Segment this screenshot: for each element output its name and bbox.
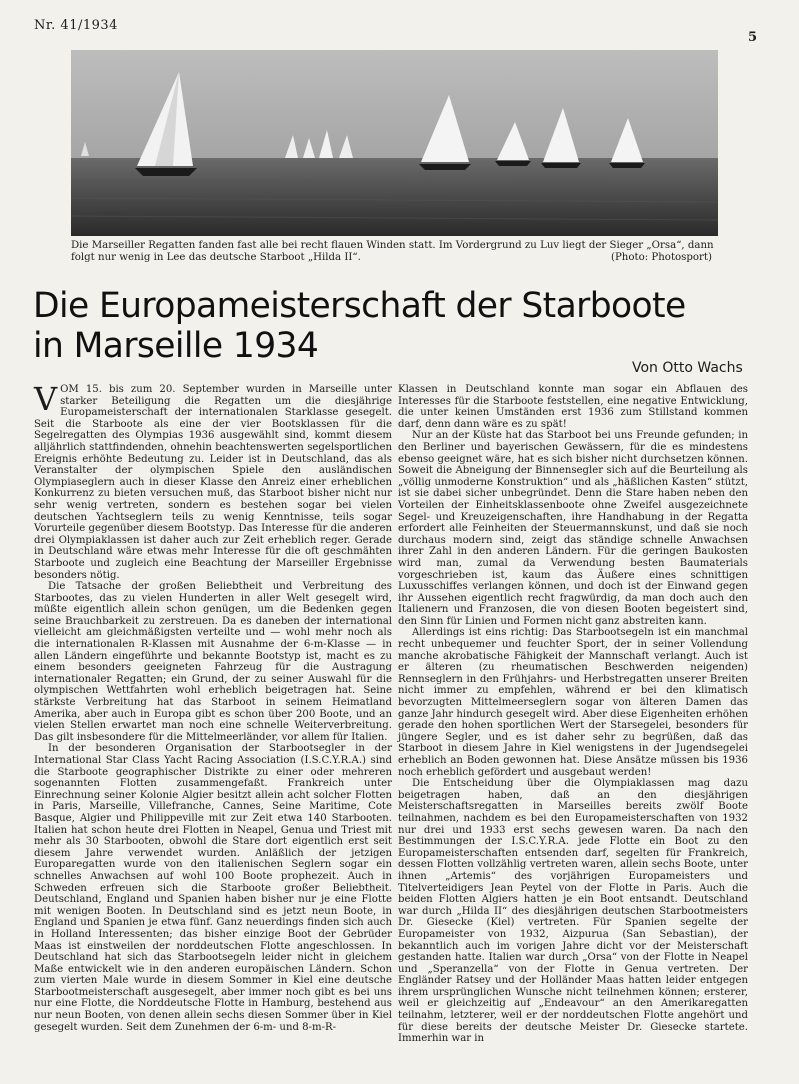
paragraph: Die Tatsache der großen Beliebtheit und Verbreitung des Starbootes, das zu vielen Hunderten in aller Welt gesegelt wird, müßte eigentlich allein schon genügen, um die Bedenken gegen seine Brauchbarkeit zu zerstreuen. Da es daneben der international vielleicht am gleichmäßigsten verteilte und — wohl mehr noch als die internationalen R-Klassen mit Ausnahme der 6-m-Klasse — in allen Ländern eingeführte und bekannte Bootstyp ist, macht es zu einem besonders geeigneten Fahrzeug für die Austragung internationaler Regatten; ein Grund, der zu seiner Auswahl für die olympischen Wettfahrten wohl erheblich beigetragen hat. Seine stärkste Verbreitung hat das Starboot in seinem Heimatland Amerika, aber auch in Europa gibt es schon über 200 Boote, und an vielen Stellen erwartet man noch eine schnelle Weiterverbreitung. Das gilt insbesondere für die Mittelmeerländer, vor allem für Italien. bbox=[34, 581, 392, 743]
page-number: 5 bbox=[748, 30, 758, 45]
paragraph: Allerdings ist eins richtig: Das Starbootsegeln ist ein manchmal recht unbequemer und feuchter Sport, der in seiner Vollendung manche akrobatische Fähigkeit der Mannschaft verlangt. Auch ist er älteren (zu rheumatischen Beschwerden neigenden) Rennseglern in den Frühjahrs- und Herbstregatten unserer Breiten nicht immer zu empfehlen, während er bei den klimatisch bevorzugten Mittelmeerseglern sogar von älteren Damen das ganze Jahr hindurch gesegelt wird. Aber diese Eigenheiten erhöhen gerade den hohen sportlichen Wert der Starsegelei, besonders für jüngere Segler, und es ist daher sehr zu begrüßen, daß das Starboot in diesem Jahre in Kiel wenigstens in der Jugendsegelei erheblich an Boden gewonnen hat. Diese Ansätze müssen bis 1936 noch erheblich gefördert und ausgebaut werden! bbox=[398, 627, 748, 778]
article-column-left bbox=[34, 380, 392, 1033]
regatta-photo bbox=[71, 50, 718, 236]
issue-number: Nr. 41/1934 bbox=[34, 18, 118, 33]
article-column-right bbox=[398, 384, 748, 1045]
article-title bbox=[33, 286, 686, 366]
paragraph: In der besonderen Organisation der Starbootsegler in der International Star Class Yacht Racing Association (I.S.C.Y.R.A.) sind die Starboote geographischer Distrikte zu einer oder mehreren sogenannten Flotten zusammengefaßt. Frankreich unter Einrechnung seiner Kolonie Algier besitzt allein acht solcher Flotten in Paris, Marseille, Villefranche, Cannes, Seine Maritime, Cote Basque, Algier und Philippeville mit zur Zeit etwa 140 Starbooten. Italien hat schon heute drei Flotten in Neapel, Genua und Triest mit mehr als 30 Starbooten, obwohl die Stare dort eigentlich erst seit diesem Jahre verwendet wurden. Anläßlich der jetzigen Europaregatten wurde von den italienischen Seglern sogar ein schnelles Anwachsen auf wohl 100 Boote prophezeit. Auch in Schweden erfreuen sich die Starboote großer Beliebtheit. Deutschland, England und Spanien haben bisher nur je eine Flotte mit wenigen Booten. In Deutschland sind es jetzt neun Boote, in England und Spanien je etwa fünf. Ganz neuerdings finden sich auch in Holland Interessenten; das bisher einzige Boot der Gebrüder Maas ist einstweilen der norddeutschen Flotte angeschlossen. In Deutschland hat sich das Starbootsegeln leider nicht in gleichem Maße entwickelt wie in den anderen europäischen Ländern. Schon zum vierten Male wurde in diesem Sommer in Kiel eine deutsche Starbootmeisterschaft ausgesegelt, aber immer noch gibt es bei uns nur eine Flotte, die Norddeutsche Flotte in Hamburg, bestehend aus nur neun Booten, von denen allein sechs diesen Sommer über in Kiel gesegelt wurden. Seit dem Zunehmen der 6-m- und 8-m-R- bbox=[34, 743, 392, 1033]
drop-cap: V bbox=[34, 380, 58, 418]
photo-caption bbox=[71, 240, 718, 264]
paragraph: Nur an der Küste hat das Starboot bei uns Freunde gefunden; in den Berliner und bayerischen Gewässern, für die es mindestens ebenso geeignet wäre, hat es sich bisher nicht durchsetzen können. Soweit die Abneigung der Binnensegler sich auf die Beurteilung als „völlig unmoderne Konstruktion“ und als „häßlichen Kasten“ stützt, ist sie dabei sicher unbegründet. Denn die Stare haben neben den Vorteilen der Einheitsklassenboote ohne Zweifel ausgezeichnete Segel- und Kreuzeigenschaften, ihre Handhabung in der Regatta erfordert alle Feinheiten der Steuermannskunst, und daß sie noch durchaus modern sind, zeigt das ständige schnelle Anwachsen ihrer Zahl in den anderen Ländern. Für die geringen Baukosten wird man, zumal da Verwendung besten Baumaterials vorgeschrieben ist, kaum das Äußere eines schnittigen Luxusschiffes verlangen können, und doch ist der Einwand gegen ihr Aussehen eigentlich recht fragwürdig, da man doch auch den Italienern und Franzosen, die von diesen Booten begeistert sind, den Sinn für Linien und Formen nicht ganz abstreiten kann. bbox=[398, 430, 748, 627]
paragraph: Die Entscheidung über die Olympiaklassen mag dazu beigetragen haben, daß an den diesjährigen Meisterschaftsregatten in Marseilles bereits zwölf Boote teilnahmen, nachdem es bei den Europameisterschaften von 1932 nur drei und 1933 erst sechs gewesen waren. Da nach den Bestimmungen der I.S.C.Y.R.A. jede Flotte ein Boot zu den Europameisterschaften entsenden darf, segelten für Frankreich, dessen Flotten vollzählig vertreten waren, allein sechs Boote, unter ihnen „Artemis“ des vorjährigen Europameisters und Titelverteidigers Jean Peytel von der Flotte in Paris. Auch die beiden Flotten Algiers hatten je ein Boot entsandt. Deutschland war durch „Hilda II“ des diesjährigen deutschen Starbootmeisters Dr. Giesecke (Kiel) vertreten. Für Spanien segelte der Europameister von 1932, Aizpurua (San Sebastian), der bekanntlich auch im vorigen Jahre dicht vor der Meisterschaft gestanden hatte. Italien war durch „Orsa“ von der Flotte in Neapel und „Speranzella“ von der Flotte in Genua vertreten. Der Engländer Ratsey und der Holländer Maas hatten leider entgegen ihrem ursprünglichen Wunsche nicht teilnehmen können; ersterer, weil er gleichzeitig auf „Endeavour“ an den Amerikaregatten teilnahm, letzterer, weil er der norddeutschen Flotte angehört und für diese bereits der deutsche Meister Dr. Giesecke startete. Immerhin war in bbox=[398, 778, 748, 1045]
byline: Von Otto Wachs bbox=[632, 360, 743, 376]
paragraph: VOM 15. bis zum 20. September wurden in Marseille unter starker Beteiligung die Regatten um die diesjährige Europameisterschaft der internationalen Starklasse gesegelt. Seit die Starboote als eine der vier Bootsklassen für die Segelregatten des Olympias 1936 ausgewählt sind, kommt diesem alljährlich stattfindenden, ohnehin beachtenswerten segelsportlichen Ereignis erhöhte Bedeutung zu. Leider ist in Deutschland, das als Veranstalter der olympischen Spiele den ausländischen Olympiaseglern auch in dieser Klasse den Anreiz einer erheblichen Konkurrenz zu bieten versuchen muß, das Starboot bisher nicht nur sehr wenig vertreten, sondern es bestehen sogar bei vielen deutschen Yachtseglern teils zu wenig Kenntnisse, teils sogar Vorurteile gegenüber diesem Bootstyp. Das Interesse für die anderen drei Olympiaklassen ist daher auch zur Zeit erheblich reger. Gerade in Deutschland wäre etwas mehr Interesse für die oft geschmähten Starboote und zugleich eine Beachtung der Marseiller Ergebnisse besonders nötig. bbox=[34, 380, 392, 581]
paragraph: Klassen in Deutschland konnte man sogar ein Abflauen des Interesses für die Starboote feststellen, eine negative Entwicklung, die unter keinen Umständen erst 1936 zum Stillstand kommen darf, denn dann wäre es zu spät! bbox=[398, 384, 748, 430]
title-line-2: in Marseille 1934 bbox=[33, 326, 319, 366]
caption-text: Die Marseiller Regatten fanden fast alle bei recht flauen Winden statt. Im Vordergrund zu Luv liegt der Sieger „Orsa“, dann folgt nur wenig in Lee das deutsche Starboot „Hilda II“. bbox=[71, 240, 714, 263]
title-line-1: Die Europameisterschaft der Starboote bbox=[33, 286, 686, 326]
photo-credit: (Photo: Photosport) bbox=[610, 252, 712, 263]
